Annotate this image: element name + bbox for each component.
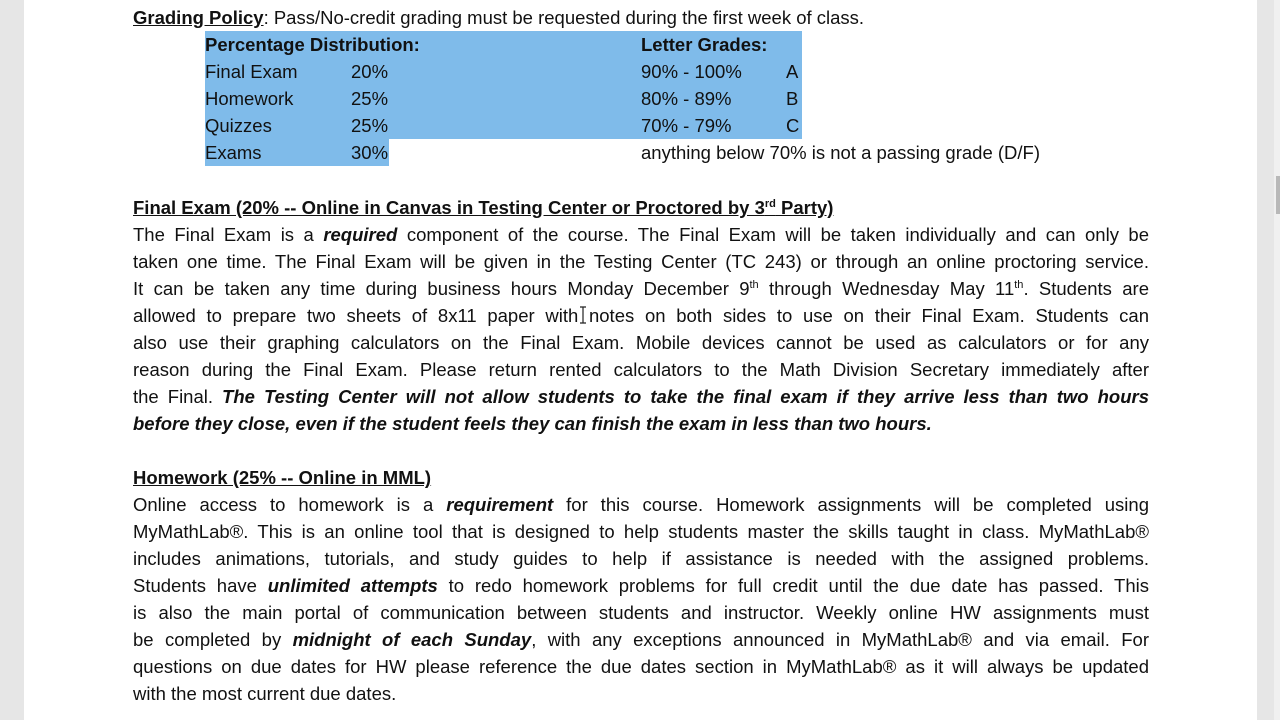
emphasis-run: required [323,224,398,245]
homework-paragraph-line: MyMathLab®. This is an online tool that is designed to help students master the skills taught in class. MyMathLab® [133,521,1149,542]
emphasis-run: midnight of each Sunday [292,629,532,650]
emphasis-run: The Testing Center will not allow students to take the final exam if they arrive less than two hours [222,386,1149,407]
grade-range: 90% - 100% [641,61,742,82]
component-percent: 30% [351,142,389,163]
text-run: for this course. Homework assignments will be completed using [553,494,1149,515]
scrollbar-thumb[interactable] [1276,176,1280,214]
component-percent: 25% [351,115,389,136]
grading-policy-text: : Pass/No-credit grading must be requested during the first week of class. [263,7,865,28]
text-run: to redo homework problems for full credit until the due date has passed. This [437,575,1149,596]
text-run: Students have [133,575,268,596]
component-name: Exams [205,142,262,163]
final-heading-tail: Party) [775,197,834,218]
percentage-distribution-header: Percentage Distribution: [205,34,420,55]
component-percent: 25% [351,88,389,109]
text-run: . Students are [1023,278,1149,299]
failing-grade-note: anything below 70% is not a passing grade (D/F) [641,142,1040,163]
homework-paragraph-line: includes animations, tutorials, and study guides to help if assistance is needed with the assigned problems. [133,548,1149,569]
letter-grades-header: Letter Grades: [641,34,768,55]
grade-range: 80% - 89% [641,88,732,109]
final-exam-paragraph-line: allowed to prepare two sheets of 8x11 paper with notes on both sides to use on their Final Exam. Students can [133,305,1149,326]
emphasis-run: unlimited attempts [267,575,438,596]
final-exam-paragraph-line [133,275,1149,302]
superscript: th [749,278,759,291]
superscript: th [1014,278,1024,291]
text-run: It can be taken any time during business hours Monday December 9 [133,278,750,299]
final-exam-paragraph-line [133,383,1149,410]
homework-paragraph-line: with the most current due dates. [133,683,397,704]
grading-policy-heading: Grading Policy [133,7,264,28]
grade-letter: B [786,88,799,109]
emphasis-run: requirement [446,494,554,515]
text-run: The Final Exam is a [133,224,324,245]
text-run: , with any exceptions announced in MyMathLab® and via email. For [531,629,1149,650]
final-exam-paragraph-line: reason during the Final Exam. Please return rented calculators to the Math Division Secretary immediately after [133,359,1149,380]
vertical-scrollbar[interactable] [1274,0,1280,720]
final-heading-sup: rd [764,197,776,210]
final-exam-paragraph-line: taken one time. The Final Exam will be given in the Testing Center (TC 243) or through an online proctoring service. [133,251,1149,272]
component-name: Final Exam [205,61,298,82]
component-name: Homework [205,88,294,109]
grading-policy-line [133,4,864,31]
grade-letter: A [786,61,799,82]
text-run: component of the course. The Final Exam will be taken individually and can only be [397,224,1149,245]
text-run: the Final. [133,386,223,407]
grade-range: 70% - 79% [641,115,732,136]
homework-paragraph-line [133,491,1149,518]
text-run: Online access to homework is a [133,494,447,515]
text-cursor-icon [579,306,587,324]
component-name: Quizzes [205,115,272,136]
text-run: through Wednesday May 11 [758,278,1015,299]
component-percent: 20% [351,61,389,82]
homework-paragraph-line [133,626,1149,653]
final-exam-paragraph-line [133,221,1149,248]
homework-heading: Homework (25% -- Online in MML) [133,467,432,488]
homework-paragraph-line [133,572,1149,599]
homework-paragraph-line: is also the main portal of communication between students and instructor. Weekly online HW assignments must [133,602,1149,623]
final-exam-paragraph-line: also use their graphing calculators on the Final Exam. Mobile devices cannot be used as calculators or for any [133,332,1149,353]
final-exam-heading [133,194,833,221]
homework-paragraph-line: questions on due dates for HW please reference the due dates section in MyMathLab® as it will always be updated [133,656,1149,677]
final-heading-text: Final Exam (20% -- Online in Canvas in Testing Center or Proctored by 3 [133,197,765,218]
grade-letter: C [786,115,800,136]
text-run: be completed by [133,629,293,650]
final-exam-paragraph-line: before they close, even if the student feels they can finish the exam in less than two hours. [133,413,932,434]
